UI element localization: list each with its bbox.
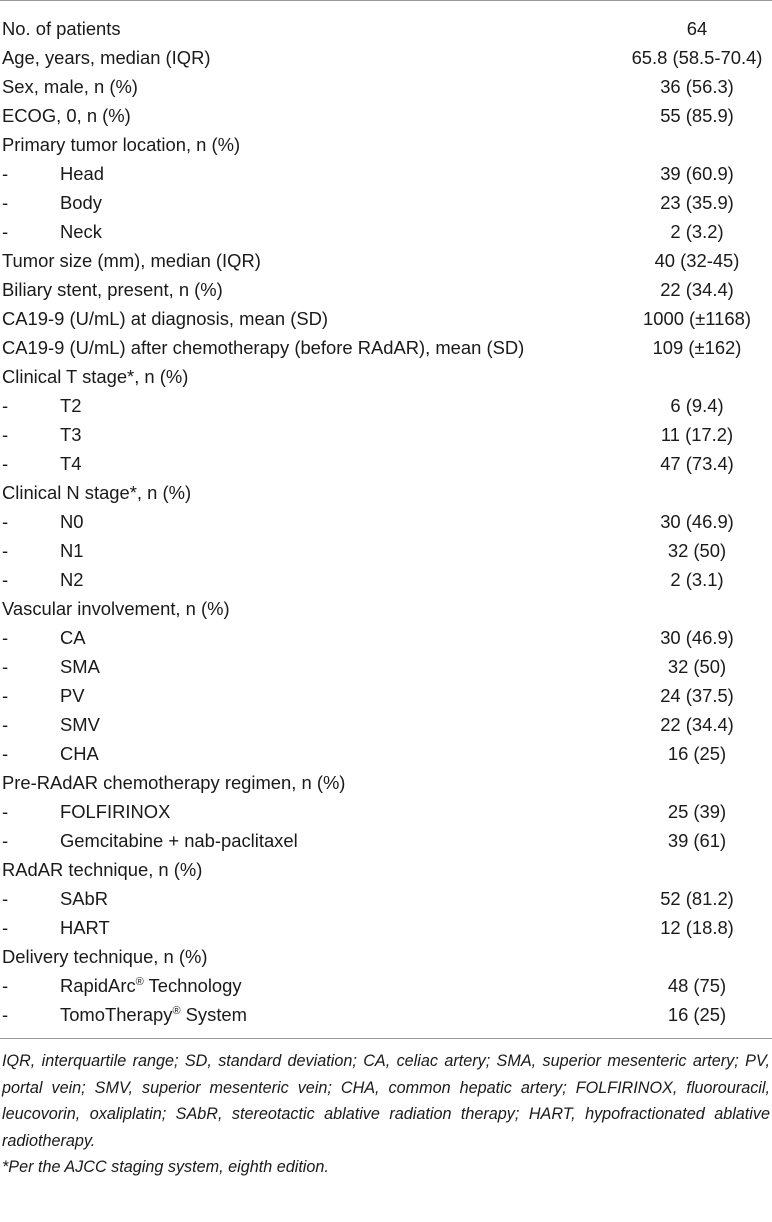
table-subrow: [0, 188, 772, 217]
table-subrow: [0, 826, 772, 855]
row-bullet-dash: -: [2, 511, 9, 532]
row-value: 52 (81.2): [660, 888, 734, 909]
row-label: Vascular involvement, n (%): [2, 598, 230, 619]
row-value: 22 (34.4): [660, 714, 734, 735]
staging-footnote: *Per the AJCC staging system, eighth edition.: [2, 1158, 329, 1176]
row-label-cell: [0, 565, 592, 594]
row-label: ECOG, 0, n (%): [2, 105, 131, 126]
table-row: [0, 942, 772, 971]
row-label-cell: [0, 101, 592, 130]
row-value: 23 (35.9): [660, 192, 734, 213]
table-row: [0, 43, 772, 72]
table-subrow: [0, 565, 772, 594]
table-row: [0, 304, 772, 333]
table-subrow: [0, 710, 772, 739]
table-row: [0, 275, 772, 304]
row-label: CHA: [60, 743, 99, 764]
row-bullet-dash: -: [2, 801, 9, 822]
row-label: PV: [60, 685, 85, 706]
row-label: Primary tumor location, n (%): [2, 134, 241, 155]
row-value: 64: [686, 18, 708, 39]
row-label-cell: [0, 855, 592, 884]
row-label-cell: [0, 942, 592, 971]
row-value: [592, 362, 772, 391]
table-row: [0, 101, 772, 130]
table-row: [0, 246, 772, 275]
row-label-cell: [0, 971, 592, 1000]
row-bullet-dash: -: [2, 656, 9, 677]
row-value: 39 (60.9): [660, 163, 734, 184]
row-label: SMA: [60, 656, 100, 677]
row-label-cell: [0, 333, 592, 362]
row-bullet-dash: -: [2, 830, 9, 851]
table-subrow: [0, 507, 772, 536]
row-label: No. of patients: [2, 18, 121, 39]
row-label-cell: [0, 43, 592, 72]
row-value: 22 (34.4): [660, 279, 734, 300]
table-subrow: [0, 739, 772, 768]
table-subrow: [0, 652, 772, 681]
row-label: SAbR: [60, 888, 109, 909]
row-value: 2 (3.2): [670, 221, 724, 242]
row-value: 30 (46.9): [660, 627, 734, 648]
top-rule: [0, 0, 772, 1]
table-subrow: [0, 217, 772, 246]
table-subrow: [0, 797, 772, 826]
row-value: 24 (37.5): [660, 685, 734, 706]
row-bullet-dash: -: [2, 540, 9, 561]
row-bullet-dash: -: [2, 221, 9, 242]
table-body: [0, 14, 772, 1029]
table-subrow: [0, 536, 772, 565]
row-label-cell: [0, 768, 592, 797]
row-value: 6 (9.4): [670, 395, 724, 416]
table-subrow: [0, 681, 772, 710]
row-label: Clinical T stage*, n (%): [2, 366, 189, 387]
row-label-cell: [0, 1000, 592, 1029]
row-value: [592, 942, 772, 971]
row-label-cell: [0, 507, 592, 536]
table-row: [0, 333, 772, 362]
table-subrow: [0, 971, 772, 1000]
row-label-cell: [0, 594, 592, 623]
row-label: Body: [60, 192, 102, 213]
row-bullet-dash: -: [2, 917, 9, 938]
row-label-cell: [0, 304, 592, 333]
row-label-cell: [0, 652, 592, 681]
row-label-cell: [0, 391, 592, 420]
row-value: [592, 130, 772, 159]
row-bullet-dash: -: [2, 569, 9, 590]
row-label: N2: [60, 569, 84, 590]
row-label-cell: [0, 130, 592, 159]
row-label-cell: [0, 884, 592, 913]
row-value: 55 (85.9): [660, 105, 734, 126]
row-value: 32 (50): [667, 656, 727, 677]
row-label-cell: [0, 623, 592, 652]
row-bullet-dash: -: [2, 714, 9, 735]
table-row: [0, 14, 772, 43]
row-label-suffix: Technology: [143, 975, 242, 996]
row-value: 30 (46.9): [660, 511, 734, 532]
row-value: 16 (25): [667, 1004, 727, 1025]
row-label-cell: [0, 217, 592, 246]
row-value: [592, 478, 772, 507]
row-value: 65.8 (58.5-70.4): [631, 47, 763, 68]
row-label: FOLFIRINOX: [60, 801, 171, 822]
row-label: Pre-RAdAR chemotherapy regimen, n (%): [2, 772, 346, 793]
row-value: 2 (3.1): [670, 569, 724, 590]
row-bullet-dash: -: [2, 395, 9, 416]
row-value: 11 (17.2): [660, 424, 734, 445]
registered-trademark-mark: ®: [172, 1005, 181, 1017]
row-label: RAdAR technique, n (%): [2, 859, 203, 880]
characteristics-table: [0, 14, 772, 1029]
row-bullet-dash: -: [2, 743, 9, 764]
row-label-cell: [0, 681, 592, 710]
row-label-suffix: System: [180, 1004, 247, 1025]
row-value: 25 (39): [667, 801, 727, 822]
table-row: [0, 594, 772, 623]
table-row: [0, 768, 772, 797]
row-label: RapidArc: [60, 975, 136, 996]
registered-trademark-mark: ®: [135, 976, 144, 988]
row-label: Delivery technique, n (%): [2, 946, 208, 967]
row-label-cell: [0, 72, 592, 101]
row-label: Clinical N stage*, n (%): [2, 482, 192, 503]
row-label: Head: [60, 163, 104, 184]
table-subrow: [0, 913, 772, 942]
table-row: [0, 362, 772, 391]
row-bullet-dash: -: [2, 1004, 9, 1025]
row-bullet-dash: -: [2, 424, 9, 445]
row-label-cell: [0, 449, 592, 478]
row-value: [592, 768, 772, 797]
table-subrow: [0, 623, 772, 652]
table-subrow: [0, 449, 772, 478]
row-label-cell: [0, 275, 592, 304]
row-label-cell: [0, 826, 592, 855]
row-label: Tumor size (mm), median (IQR): [2, 250, 261, 271]
row-value: 12 (18.8): [660, 917, 734, 938]
row-bullet-dash: -: [2, 192, 9, 213]
row-label: Age, years, median (IQR): [2, 47, 211, 68]
row-label-cell: [0, 420, 592, 449]
table-row: [0, 478, 772, 507]
row-label: T3: [60, 424, 82, 445]
row-value: 1000 (±1168): [643, 308, 751, 329]
row-label-cell: [0, 362, 592, 391]
row-value: 36 (56.3): [660, 76, 734, 97]
table-row: [0, 130, 772, 159]
row-label-cell: [0, 478, 592, 507]
row-label-cell: [0, 246, 592, 275]
row-bullet-dash: -: [2, 163, 9, 184]
row-value: 109 (±162): [652, 337, 742, 358]
row-bullet-dash: -: [2, 975, 9, 996]
abbreviations-footnote: IQR, interquartile range; SD, standard deviation; CA, celiac artery; SMA, superior mesenteric artery; PV, portal vein; SMV, superior mesenteric vein; CHA, common hepatic artery; FOLFIRINOX, fluorouracil, leucovorin, oxaliplatin; SAbR, stereotactic ablative radiation therapy; HART, hypofractionated ablative radiotherapy.: [2, 1052, 770, 1150]
table-subrow: [0, 391, 772, 420]
row-value: [592, 594, 772, 623]
row-label: TomoTherapy: [60, 1004, 173, 1025]
row-label: Neck: [60, 221, 102, 242]
row-label: Gemcitabine + nab-paclitaxel: [60, 830, 298, 851]
row-bullet-dash: -: [2, 453, 9, 474]
row-label-cell: [0, 913, 592, 942]
row-bullet-dash: -: [2, 685, 9, 706]
table-row: [0, 855, 772, 884]
row-label-cell: [0, 188, 592, 217]
row-label: CA19-9 (U/mL) after chemotherapy (before RAdAR), mean (SD): [2, 337, 525, 358]
row-label-cell: [0, 14, 592, 43]
row-value: 16 (25): [667, 743, 727, 764]
row-label: CA: [60, 627, 86, 648]
table-subrow: [0, 1000, 772, 1029]
row-label: N1: [60, 540, 84, 561]
row-label: Biliary stent, present, n (%): [2, 279, 223, 300]
row-label: SMV: [60, 714, 100, 735]
row-label: N0: [60, 511, 84, 532]
row-label: CA19-9 (U/mL) at diagnosis, mean (SD): [2, 308, 329, 329]
row-value: 47 (73.4): [660, 453, 734, 474]
row-label: T2: [60, 395, 82, 416]
row-label: HART: [60, 917, 110, 938]
row-label: T4: [60, 453, 82, 474]
row-bullet-dash: -: [2, 627, 9, 648]
row-value: 39 (61): [667, 830, 727, 851]
row-label-cell: [0, 797, 592, 826]
row-label-cell: [0, 710, 592, 739]
row-label-cell: [0, 739, 592, 768]
row-value: [592, 855, 772, 884]
row-value: 48 (75): [667, 975, 727, 996]
table-subrow: [0, 884, 772, 913]
row-bullet-dash: -: [2, 888, 9, 909]
row-value: 40 (32-45): [654, 250, 740, 271]
row-value: 32 (50): [667, 540, 727, 561]
table-subrow: [0, 159, 772, 188]
table-subrow: [0, 420, 772, 449]
row-label-cell: [0, 159, 592, 188]
row-label: Sex, male, n (%): [2, 76, 138, 97]
row-label-cell: [0, 536, 592, 565]
table-row: [0, 72, 772, 101]
